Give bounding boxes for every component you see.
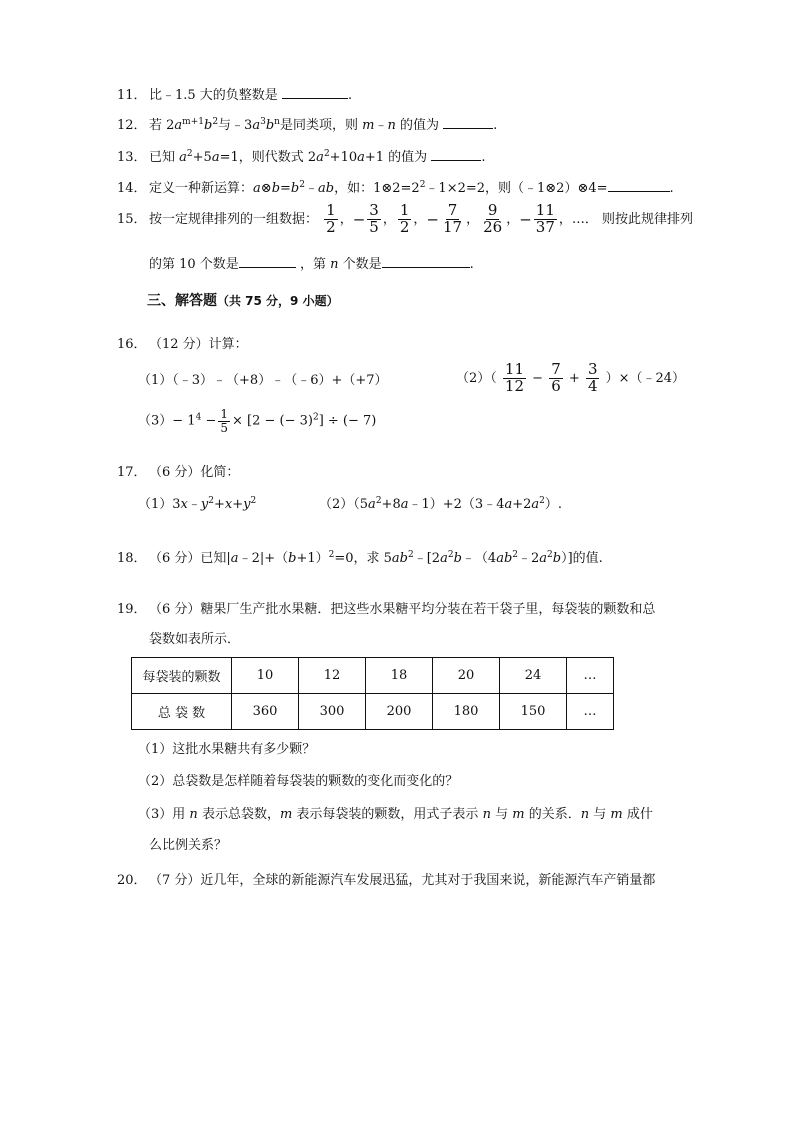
question-17: 17． （6 分）化简：	[117, 465, 240, 480]
question-12: 12． 若 $2a^{m+1}b^2$与$﹣3a^3b^n$是同类项，则 m﹣n 的值为 .	[117, 117, 498, 133]
fraction: $\frac{3}{5}$	[369, 201, 379, 236]
answer-blank[interactable]	[382, 255, 470, 268]
question-number: 19．	[117, 602, 147, 617]
table-cell: 150	[500, 694, 567, 730]
table-cell: 10	[232, 658, 299, 694]
table-cell: 20	[433, 658, 500, 694]
question-15-line2: 的第 10 个数是 ，第 n 个数是 .	[149, 257, 474, 272]
minus-sign: −	[519, 210, 532, 229]
table-row	[132, 694, 614, 730]
table-cell: 12	[299, 658, 366, 694]
section-heading: 三、解答题（共 75 分，9 小题）	[147, 293, 339, 309]
fraction: $\frac{1}{2}$	[399, 201, 410, 236]
question-number: 15．	[117, 211, 147, 227]
question-number: 13．	[117, 150, 147, 165]
fraction: $\frac{9}{26}$	[483, 201, 503, 236]
fraction: $\frac{7}{6}$	[551, 360, 561, 395]
minus-sign: −	[352, 210, 366, 229]
table-cell: 200	[366, 694, 433, 730]
question-16-part1: （1）（﹣3）﹣（+8）﹣（﹣6）+（+7）	[138, 373, 388, 388]
question-16: 16． （12 分）计算：	[117, 337, 248, 352]
table-cell: 18	[366, 658, 433, 694]
question-15: 15． 按一定规律排列的一组数据： $\frac{1}{2}$ ，− $\frac{3}{5}$ ， $\frac{1}{2}$ ，− $\frac{7}{17}$ ， $\frac{9}{26}$ ，− $\frac{11}{37}$ ，…． 则按此规律排列	[117, 201, 694, 236]
question-number: 16．	[117, 337, 147, 352]
question-13: 13． 已知 $a^2+5a=1$，则代数式 $2a^2+10a+1$ 的值为 .	[117, 149, 486, 165]
question-number: 14．	[117, 181, 147, 196]
question-19-line2: 袋数如表所示．	[149, 632, 241, 647]
question-number: 17．	[117, 465, 147, 480]
answer-blank[interactable]	[431, 148, 481, 161]
question-number: 18．	[117, 551, 147, 566]
table-cell: 180	[433, 694, 500, 730]
question-17-part1: $(1)3x﹣y^2+x+y^2$	[138, 496, 257, 512]
table-header-cell: 每袋装的颗数	[132, 658, 232, 694]
question-17-part2: $(2)(5a^2+8a﹣1)+2(3﹣4a+2a^2)$.	[319, 496, 563, 512]
table-header-cell: 总 袋 数	[132, 694, 232, 730]
question-14: 14． 定义一种新运算：$a\otimes b=b^2﹣ab$，如：$1\otimes 2=2^2﹣1\times 2=2$，则（﹣1⊗2）⊗4= .	[117, 180, 674, 196]
question-16-part3: $(3)- 1^4$ − $\frac{1}{5}$ × [2 − (− 3)$^2$] ÷ (− 7)	[138, 407, 377, 435]
question-20: 20． （7 分）近几年，全球的新能源汽车发展迅猛，尤其对于我国来说，新能源汽车产销量都	[117, 873, 656, 888]
fraction: $\frac{1}{2}$	[326, 201, 336, 236]
question-number: 20．	[117, 873, 147, 888]
table-cell: …	[567, 658, 614, 694]
fraction: $\frac{3}{4}$	[587, 360, 598, 395]
question-11: 11． 比﹣1.5 大的负整数是 .	[117, 88, 353, 103]
question-19-sub1: （1）这批水果糖共有多少颗？	[138, 742, 316, 757]
question-19-sub3-line2: 么比例关系？	[149, 838, 228, 853]
question-number: 11．	[117, 88, 147, 103]
table-cell: …	[567, 694, 614, 730]
answer-blank[interactable]	[282, 86, 348, 99]
question-19-sub2: （2）总袋数是怎样随着每袋装的颗数的变化而变化的？	[138, 774, 459, 789]
question-19: 19． （6 分）糖果厂生产批水果糖．把这些水果糖平均分装在若干袋子里，每袋装的颗数和总	[117, 602, 656, 617]
question-16-part2: （2）（ $\frac{11}{12}$ − $\frac{7}{6}$ + $\frac{3}{4}$ ）×（﹣24）	[456, 360, 686, 395]
question-number: 12．	[117, 118, 147, 133]
table-cell: 300	[299, 694, 366, 730]
fraction: $\frac{11}{37}$	[535, 201, 555, 236]
answer-blank[interactable]	[443, 116, 493, 129]
question-19-sub3: （3）用 n 表示总袋数，m 表示每袋装的颗数，用式子表示 n 与 m 的关系．n 与 m 成什	[138, 807, 653, 822]
fraction: $\frac{11}{12}$	[504, 360, 525, 395]
data-table	[131, 657, 614, 730]
table-row	[132, 658, 614, 694]
answer-blank[interactable]	[239, 255, 296, 268]
minus-sign: −	[426, 210, 439, 229]
table-cell: 360	[232, 694, 299, 730]
number-sequence: $\frac{1}{2}$ ，− $\frac{3}{5}$ ， $\frac{1}{2}$ ，− $\frac{7}{17}$ ， $\frac{9}{26}$ ，− $\frac{11}{37}$	[326, 201, 555, 236]
answer-blank[interactable]	[608, 179, 670, 192]
question-18: 18． （6 分）已知$|a﹣2|+(b+1)^2=0$，求 $5ab^2﹣[2a^2b﹣(4ab^2﹣2a^2b)]$的值.	[117, 550, 603, 566]
fraction: $\frac{1}{5}$	[220, 407, 228, 435]
table-cell: 24	[500, 658, 567, 694]
fraction: $\frac{7}{17}$	[443, 201, 463, 236]
